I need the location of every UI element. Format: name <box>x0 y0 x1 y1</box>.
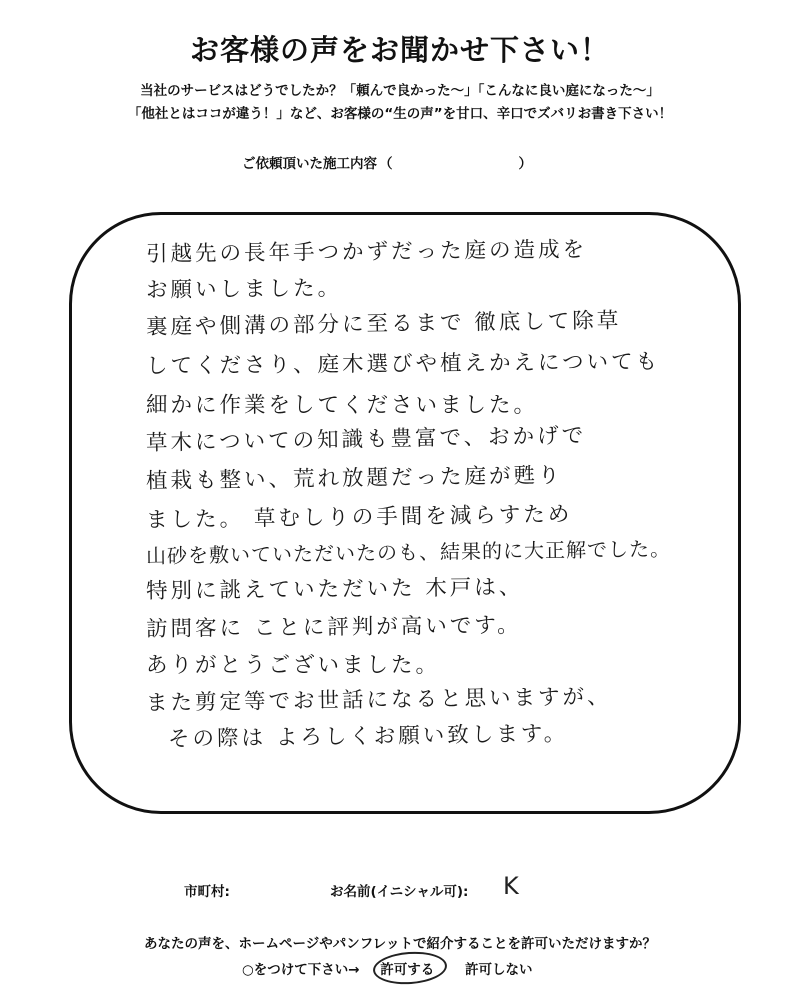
permission-option-deny[interactable] <box>465 958 533 978</box>
comment-line: 裏庭や側溝の部分に至るまで 徹底して除草 <box>145 308 622 340</box>
work-content-label: ご依頼頂いた施工内容 <box>242 156 377 172</box>
comment-line: 細かに作業をしてくださいました。 <box>146 393 539 418</box>
comment-line: 引越先の長年手つかずだった庭の造成を <box>145 237 588 267</box>
comment-line: その際は よろしくお願い致します。 <box>167 721 569 752</box>
comment-line: ました。 草むしりの手間を減らすため <box>145 502 573 533</box>
permission-option-deny-label: 許可しない <box>465 962 533 978</box>
comment-line: お願いしました。 <box>145 275 343 303</box>
subtitle-line-2: 「他社とはココが違う！」など、お客様の“生の声”を甘口、辛口でズバリお書き下さい！ <box>127 106 673 122</box>
work-content-paren-open: （ <box>379 156 393 172</box>
comment-line: 植栽も整い、荒れ放題だった庭が甦り <box>145 463 563 494</box>
comment-line: 訪問客に ことに評判が高いです。 <box>145 613 522 642</box>
circle-instruction: ○をつけて下さい→ <box>242 962 360 978</box>
comment-line: 草木についての知識も豊富で、おかげで <box>145 423 587 456</box>
comment-line: してくださり、庭木選びや植えかえについても <box>145 349 661 379</box>
subtitle-line-1: 当社のサービスはどうでしたか？「頼んで良かった〜」「こんなに良い庭になった〜」 <box>140 83 660 99</box>
comment-line: また剪定等でお世話になると思いますが、 <box>145 684 612 716</box>
comment-line: 特別に誂えていただいた 木戸は、 <box>145 575 524 604</box>
name-value[interactable]: K <box>503 872 519 900</box>
work-content-row <box>242 152 532 172</box>
page-title: お客様の声をお聞かせ下さい！ <box>189 33 610 67</box>
permission-question: あなたの声を、ホームページやパンフレットで紹介することを許可いただけますか？ <box>143 936 657 952</box>
permission-options-row <box>242 958 533 978</box>
permission-option-allow[interactable] <box>380 958 434 978</box>
selection-circle-mark <box>372 949 448 986</box>
work-content-paren-close: ） <box>518 156 532 172</box>
city-label: 市町村: <box>184 884 230 900</box>
permission-option-allow-label: 許可する <box>380 962 435 978</box>
name-label: お名前(イニシャル可): <box>330 884 469 900</box>
comment-line: ありがとうございました。 <box>146 653 441 678</box>
comment-line: 山砂を敷いていただいたのも、結果的に大正解でした。 <box>145 536 672 568</box>
